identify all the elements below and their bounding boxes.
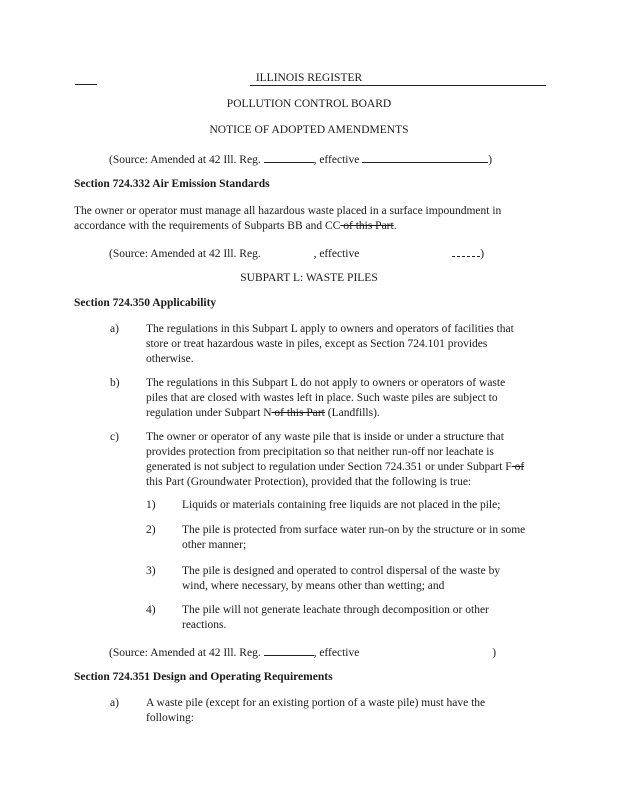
subitem-text: [182, 564, 542, 594]
subitem-text: [182, 523, 542, 553]
text-line: The pile will not generate leachate through decomposition or other: [182, 604, 489, 616]
source-effective: , effective: [313, 647, 360, 659]
text-line: [146, 460, 542, 475]
struck-text: of: [511, 461, 525, 473]
source-line: [109, 151, 492, 168]
text-line: The regulations in this Subpart L do not apply to owners or operators of waste: [146, 377, 506, 389]
text-line: otherwise.: [146, 353, 194, 365]
text-line: this Part (Groundwater Protection), provided that the following is true:: [146, 476, 472, 488]
subitem-label: 4): [146, 604, 156, 616]
text-line: other manner;: [182, 539, 247, 551]
item-text: [146, 376, 542, 421]
section-332-title: Section 724.332 Air Emission Standards: [74, 178, 270, 190]
source-effective: , effective: [313, 154, 360, 166]
source-prefix: (Source: Amended at 42 Ill. Reg.: [109, 248, 261, 260]
effective-blank: [452, 245, 480, 257]
board-title: POLLUTION CONTROL BOARD: [226, 98, 392, 110]
text-line: piles that are closed with wastes left in place. Such waste piles are subject to: [146, 392, 498, 404]
section-350-title: Section 724.350 Applicability: [74, 297, 217, 309]
notice-title: NOTICE OF ADOPTED AMENDMENTS: [209, 124, 409, 136]
item-label: a): [110, 697, 119, 709]
body-text: generated is not subject to regulation under Section 724.351 or under Subpart F: [146, 461, 512, 473]
body-text: .: [393, 220, 397, 232]
text-line: The regulations in this Subpart L apply to owners and operators of facilities that: [146, 323, 514, 335]
body-line: [74, 219, 544, 234]
source-close: ): [488, 154, 493, 166]
subitem-text: [182, 603, 542, 633]
text-line: store or treat hazardous waste in piles, except as Section 724.101 provides: [146, 338, 488, 350]
source-line: [109, 644, 496, 661]
subitem-label: 2): [146, 524, 156, 536]
struck-text: of this Part: [271, 407, 325, 419]
subpart-heading: SUBPART L: WASTE PILES: [240, 272, 378, 284]
text-line: reactions.: [182, 619, 227, 631]
item-text: [146, 696, 542, 726]
text-line: provides protection from precipitation so that neither run-off nor leachate is: [146, 446, 494, 458]
subitem-label: 3): [146, 565, 156, 577]
text-line: The pile is designed and operated to control dispersal of the waste by: [182, 565, 501, 577]
reg-blank: [264, 151, 314, 163]
section-351-title: Section 724.351 Design and Operating Requirements: [74, 671, 333, 683]
subitem-text: Liquids or materials containing free liquids are not placed in the pile;: [182, 499, 501, 511]
text-line: The owner or operator of any waste pile that is inside or under a structure that: [146, 431, 504, 443]
effective-blank: [362, 151, 488, 163]
text-line: [146, 406, 542, 421]
body-text: accordance with the requirements of Subparts BB and CC: [74, 220, 341, 232]
source-prefix: (Source: Amended at 42 Ill. Reg.: [109, 154, 261, 166]
item-label: b): [110, 377, 120, 389]
source-close: ): [480, 248, 485, 260]
source-line: [109, 245, 484, 262]
item-text: [146, 430, 542, 490]
subitem-label: 1): [146, 499, 156, 511]
section-332-body: [74, 204, 544, 234]
struck-text: of this Part: [340, 220, 394, 232]
source-prefix: (Source: Amended at 42 Ill. Reg.: [109, 647, 261, 659]
body-text: (Landfills).: [324, 407, 380, 419]
text-line: following:: [146, 712, 194, 724]
text-line: The pile is protected from surface water run-on by the structure or in some: [182, 524, 526, 536]
source-close: ): [492, 647, 497, 659]
source-effective: , effective: [313, 248, 360, 260]
text-line: A waste pile (except for an existing portion of a waste pile) must have the: [146, 697, 486, 709]
reg-blank: [264, 644, 314, 656]
body-text: regulation under Subpart N: [146, 407, 272, 419]
item-text: [146, 322, 542, 367]
item-label: c): [110, 431, 119, 443]
item-label: a): [110, 323, 119, 335]
body-line: The owner or operator must manage all hazardous waste placed in a surface impoundment in: [74, 205, 502, 217]
text-line: wind, where necessary, by means other than wetting; and: [182, 580, 445, 592]
register-title: ILLINOIS REGISTER: [255, 72, 363, 84]
